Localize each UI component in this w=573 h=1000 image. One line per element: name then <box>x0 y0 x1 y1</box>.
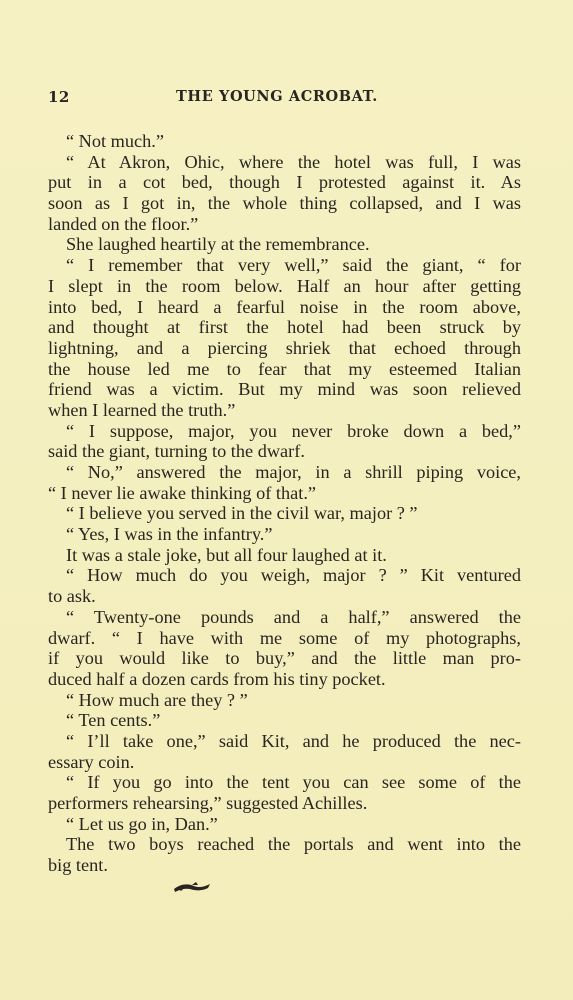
text-line: It was a stale joke, but all four laughed at it. <box>66 544 387 565</box>
text-line: performers rehearsing,” suggested Achilles. <box>48 793 368 813</box>
text-line: I slept in the room below. Half an hour after getting <box>48 275 521 296</box>
text-line: “ Twenty-one pounds and a half,” answered the <box>66 606 521 627</box>
text-line: “ How much are they ? ” <box>66 689 248 710</box>
text-line: put in a cot bed, though I protested against it. As <box>48 172 521 193</box>
text-line: “ I believe you served in the civil war, major ? ” <box>66 503 418 524</box>
text-line: said the giant, turning to the dwarf. <box>48 441 305 462</box>
text-line: “ Let us go in, Dan.” <box>66 813 218 834</box>
text-line: “ I never lie awake thinking of that.” <box>48 482 317 503</box>
text-line: “ No,” answered the major, in a shrill piping voice, <box>66 462 521 482</box>
text-line: She laughed heartily at the remembrance. <box>66 234 370 255</box>
text-line: dwarf. “ I have with me some of my photographs, <box>48 627 521 648</box>
text-line: when I learned the truth.” <box>48 399 236 420</box>
body-text <box>48 131 521 876</box>
text-line: “ At Akron, Ohic, where the hotel was full, I was <box>66 151 521 172</box>
text-line: lightning, and a piercing shriek that echoed through <box>48 337 521 358</box>
text-line: “ If you go into the tent you can see some of the <box>66 772 521 793</box>
page-header <box>48 88 520 112</box>
text-line: if you would like to buy,” and the little man pro- <box>48 648 521 669</box>
text-line: essary coin. <box>48 751 135 772</box>
text-line: to ask. <box>48 586 96 607</box>
page-number: 12 <box>48 88 70 106</box>
running-title: THE YOUNG ACROBAT. <box>176 88 378 105</box>
text-line: The two boys reached the portals and went into the <box>66 834 521 855</box>
text-line: “ Yes, I was in the infantry.” <box>66 524 273 545</box>
text-line: landed on the floor.” <box>48 213 199 234</box>
text-line: “ Not much.” <box>66 131 164 151</box>
text-line: into bed, I heard a fearful noise in the room above, <box>48 296 521 317</box>
text-line: duced half a dozen cards from his tiny pocket. <box>48 668 386 689</box>
text-line: “ How much do you weigh, major ? ” Kit ventured <box>66 565 521 586</box>
printers-ornament-icon <box>172 880 212 894</box>
text-line: “ I remember that very well,” said the giant, “ for <box>66 255 521 276</box>
text-line: “ I suppose, major, you never broke down a bed,” <box>66 420 521 441</box>
text-line: the house led me to fear that my esteemed Italian <box>48 358 521 379</box>
text-line: soon as I got in, the whole thing collapsed, and I was <box>48 193 521 214</box>
text-line: “ I’ll take one,” said Kit, and he produced the nec- <box>66 730 521 751</box>
text-line: friend was a victim. But my mind was soon relieved <box>48 379 521 400</box>
text-line: “ Ten cents.” <box>66 710 161 731</box>
text-line: big tent. <box>48 855 108 876</box>
text-line: and thought at first the hotel had been struck by <box>48 317 521 338</box>
